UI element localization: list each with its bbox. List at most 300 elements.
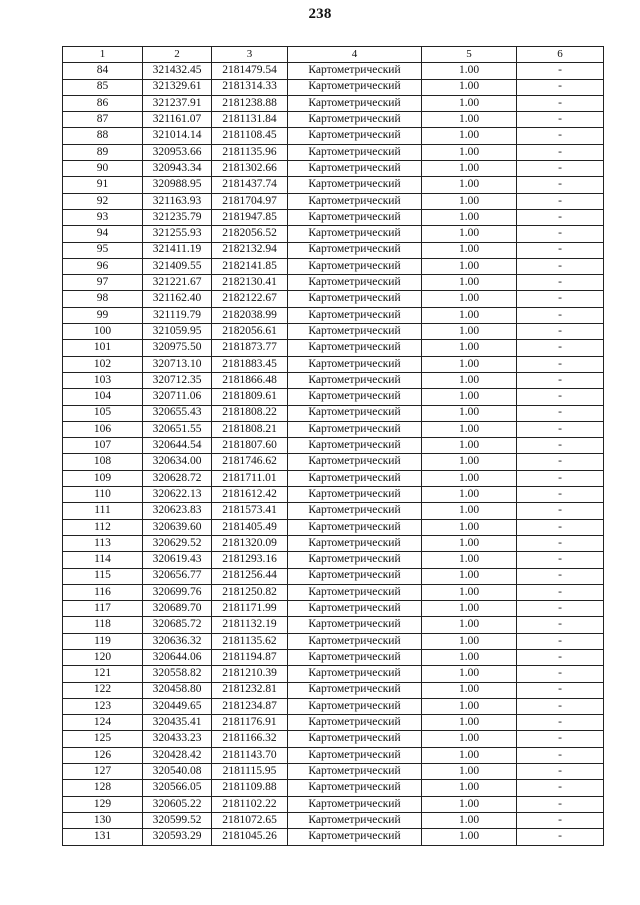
cell-y: 2181045.26 <box>212 829 288 845</box>
cell-description: - <box>517 242 604 258</box>
cell-y: 2181807.60 <box>212 438 288 454</box>
cell-y: 2181143.70 <box>212 747 288 763</box>
cell-method: Картометрический <box>288 291 422 307</box>
cell-accuracy: 1.00 <box>422 438 517 454</box>
cell-method: Картометрический <box>288 242 422 258</box>
cell-method: Картометрический <box>288 666 422 682</box>
cell-y: 2181808.21 <box>212 421 288 437</box>
cell-x: 320435.41 <box>143 715 212 731</box>
cell-point-number: 111 <box>63 503 143 519</box>
cell-x: 320458.80 <box>143 682 212 698</box>
table-row <box>63 405 604 421</box>
cell-description: - <box>517 535 604 551</box>
cell-method: Картометрический <box>288 601 422 617</box>
cell-x: 320619.43 <box>143 552 212 568</box>
cell-description: - <box>517 340 604 356</box>
cell-x: 320639.60 <box>143 519 212 535</box>
cell-y: 2181293.16 <box>212 552 288 568</box>
cell-accuracy: 1.00 <box>422 258 517 274</box>
table-row <box>63 796 604 812</box>
cell-x: 321432.45 <box>143 63 212 79</box>
cell-point-number: 119 <box>63 633 143 649</box>
cell-accuracy: 1.00 <box>422 829 517 845</box>
table-row <box>63 747 604 763</box>
cell-y: 2181132.19 <box>212 617 288 633</box>
table-row <box>63 812 604 828</box>
cell-point-number: 101 <box>63 340 143 356</box>
cell-x: 320599.52 <box>143 812 212 828</box>
cell-description: - <box>517 487 604 503</box>
cell-method: Картометрический <box>288 731 422 747</box>
cell-y: 2181194.87 <box>212 649 288 665</box>
cell-x: 320449.65 <box>143 698 212 714</box>
cell-x: 320685.72 <box>143 617 212 633</box>
table-row <box>63 584 604 600</box>
cell-y: 2182130.41 <box>212 275 288 291</box>
cell-y: 2182122.67 <box>212 291 288 307</box>
cell-method: Картометрический <box>288 161 422 177</box>
cell-method: Картометрический <box>288 796 422 812</box>
cell-accuracy: 1.00 <box>422 226 517 242</box>
cell-point-number: 98 <box>63 291 143 307</box>
cell-accuracy: 1.00 <box>422 209 517 225</box>
cell-y: 2181256.44 <box>212 568 288 584</box>
cell-point-number: 125 <box>63 731 143 747</box>
cell-accuracy: 1.00 <box>422 715 517 731</box>
cell-method: Картометрический <box>288 144 422 160</box>
table-row <box>63 112 604 128</box>
cell-y: 2181171.99 <box>212 601 288 617</box>
cell-y: 2181109.88 <box>212 780 288 796</box>
cell-point-number: 102 <box>63 356 143 372</box>
cell-y: 2181131.84 <box>212 112 288 128</box>
cell-method: Картометрический <box>288 649 422 665</box>
table-row <box>63 95 604 111</box>
cell-y: 2181166.32 <box>212 731 288 747</box>
cell-y: 2182056.61 <box>212 324 288 340</box>
cell-x: 320566.05 <box>143 780 212 796</box>
cell-x: 320655.43 <box>143 405 212 421</box>
cell-accuracy: 1.00 <box>422 519 517 535</box>
cell-description: - <box>517 698 604 714</box>
cell-accuracy: 1.00 <box>422 389 517 405</box>
cell-accuracy: 1.00 <box>422 584 517 600</box>
cell-x: 320713.10 <box>143 356 212 372</box>
cell-point-number: 106 <box>63 421 143 437</box>
cell-point-number: 87 <box>63 112 143 128</box>
cell-method: Картометрический <box>288 487 422 503</box>
cell-method: Картометрический <box>288 503 422 519</box>
cell-x: 321255.93 <box>143 226 212 242</box>
cell-x: 320699.76 <box>143 584 212 600</box>
cell-description: - <box>517 519 604 535</box>
table-row <box>63 617 604 633</box>
cell-description: - <box>517 796 604 812</box>
cell-point-number: 96 <box>63 258 143 274</box>
cell-accuracy: 1.00 <box>422 487 517 503</box>
cell-description: - <box>517 601 604 617</box>
cell-x: 321329.61 <box>143 79 212 95</box>
cell-y: 2181711.01 <box>212 470 288 486</box>
cell-accuracy: 1.00 <box>422 95 517 111</box>
cell-point-number: 93 <box>63 209 143 225</box>
cell-accuracy: 1.00 <box>422 307 517 323</box>
cell-x: 320988.95 <box>143 177 212 193</box>
cell-accuracy: 1.00 <box>422 405 517 421</box>
cell-x: 320605.22 <box>143 796 212 812</box>
cell-point-number: 117 <box>63 601 143 617</box>
cell-y: 2181234.87 <box>212 698 288 714</box>
cell-description: - <box>517 780 604 796</box>
cell-accuracy: 1.00 <box>422 552 517 568</box>
table-row <box>63 372 604 388</box>
cell-point-number: 84 <box>63 63 143 79</box>
table-row <box>63 764 604 780</box>
cell-accuracy: 1.00 <box>422 470 517 486</box>
cell-x: 321409.55 <box>143 258 212 274</box>
cell-point-number: 90 <box>63 161 143 177</box>
cell-y: 2181704.97 <box>212 193 288 209</box>
cell-y: 2181866.48 <box>212 372 288 388</box>
cell-x: 320540.08 <box>143 764 212 780</box>
cell-y: 2181072.65 <box>212 812 288 828</box>
header-cell-method: 4 <box>288 47 422 63</box>
cell-description: - <box>517 812 604 828</box>
table-row <box>63 487 604 503</box>
cell-x: 321119.79 <box>143 307 212 323</box>
cell-point-number: 126 <box>63 747 143 763</box>
table-row <box>63 177 604 193</box>
table-row <box>63 780 604 796</box>
cell-description: - <box>517 258 604 274</box>
cell-point-number: 122 <box>63 682 143 698</box>
cell-point-number: 97 <box>63 275 143 291</box>
cell-y: 2182141.85 <box>212 258 288 274</box>
cell-point-number: 91 <box>63 177 143 193</box>
cell-point-number: 128 <box>63 780 143 796</box>
cell-description: - <box>517 193 604 209</box>
table-row <box>63 454 604 470</box>
cell-x: 320711.06 <box>143 389 212 405</box>
cell-y: 2181573.41 <box>212 503 288 519</box>
cell-description: - <box>517 356 604 372</box>
cell-y: 2181232.81 <box>212 682 288 698</box>
cell-point-number: 116 <box>63 584 143 600</box>
cell-description: - <box>517 470 604 486</box>
coordinates-table <box>62 46 604 846</box>
cell-accuracy: 1.00 <box>422 535 517 551</box>
cell-y: 2181320.09 <box>212 535 288 551</box>
cell-point-number: 89 <box>63 144 143 160</box>
cell-description: - <box>517 764 604 780</box>
page-number: 238 <box>308 6 332 22</box>
cell-accuracy: 1.00 <box>422 242 517 258</box>
cell-accuracy: 1.00 <box>422 356 517 372</box>
cell-method: Картометрический <box>288 226 422 242</box>
cell-x: 320656.77 <box>143 568 212 584</box>
cell-method: Картометрический <box>288 372 422 388</box>
cell-method: Картометрический <box>288 633 422 649</box>
cell-description: - <box>517 731 604 747</box>
cell-accuracy: 1.00 <box>422 128 517 144</box>
cell-accuracy: 1.00 <box>422 764 517 780</box>
table-row <box>63 324 604 340</box>
cell-method: Картометрический <box>288 747 422 763</box>
cell-y: 2181809.61 <box>212 389 288 405</box>
cell-point-number: 114 <box>63 552 143 568</box>
cell-accuracy: 1.00 <box>422 340 517 356</box>
cell-accuracy: 1.00 <box>422 812 517 828</box>
cell-point-number: 99 <box>63 307 143 323</box>
cell-accuracy: 1.00 <box>422 63 517 79</box>
cell-point-number: 124 <box>63 715 143 731</box>
cell-description: - <box>517 389 604 405</box>
cell-point-number: 88 <box>63 128 143 144</box>
cell-point-number: 94 <box>63 226 143 242</box>
cell-description: - <box>517 633 604 649</box>
table-row <box>63 258 604 274</box>
cell-method: Картометрический <box>288 112 422 128</box>
cell-method: Картометрический <box>288 209 422 225</box>
cell-accuracy: 1.00 <box>422 161 517 177</box>
cell-accuracy: 1.00 <box>422 633 517 649</box>
table-row <box>63 79 604 95</box>
cell-accuracy: 1.00 <box>422 568 517 584</box>
cell-point-number: 95 <box>63 242 143 258</box>
cell-method: Картометрический <box>288 764 422 780</box>
cell-x: 320634.00 <box>143 454 212 470</box>
cell-accuracy: 1.00 <box>422 747 517 763</box>
cell-x: 321221.67 <box>143 275 212 291</box>
cell-method: Картометрический <box>288 568 422 584</box>
cell-description: - <box>517 421 604 437</box>
cell-y: 2181873.77 <box>212 340 288 356</box>
cell-description: - <box>517 747 604 763</box>
cell-point-number: 100 <box>63 324 143 340</box>
cell-y: 2181405.49 <box>212 519 288 535</box>
cell-point-number: 112 <box>63 519 143 535</box>
table-row <box>63 731 604 747</box>
cell-accuracy: 1.00 <box>422 275 517 291</box>
header-row <box>63 47 604 63</box>
cell-x: 320622.13 <box>143 487 212 503</box>
cell-method: Картометрический <box>288 470 422 486</box>
table-row <box>63 698 604 714</box>
cell-y: 2181314.33 <box>212 79 288 95</box>
cell-description: - <box>517 275 604 291</box>
cell-y: 2181102.22 <box>212 796 288 812</box>
cell-accuracy: 1.00 <box>422 112 517 128</box>
cell-x: 320975.50 <box>143 340 212 356</box>
cell-x: 320644.06 <box>143 649 212 665</box>
table-row <box>63 715 604 731</box>
cell-description: - <box>517 95 604 111</box>
cell-point-number: 129 <box>63 796 143 812</box>
cell-y: 2181210.39 <box>212 666 288 682</box>
header-cell-description: 6 <box>517 47 604 63</box>
cell-description: - <box>517 617 604 633</box>
cell-description: - <box>517 649 604 665</box>
cell-description: - <box>517 177 604 193</box>
cell-description: - <box>517 209 604 225</box>
table-row <box>63 340 604 356</box>
table-row <box>63 552 604 568</box>
cell-method: Картометрический <box>288 829 422 845</box>
cell-point-number: 120 <box>63 649 143 665</box>
table-row <box>63 193 604 209</box>
cell-method: Картометрический <box>288 780 422 796</box>
cell-accuracy: 1.00 <box>422 503 517 519</box>
table-body <box>63 63 604 845</box>
cell-method: Картометрический <box>288 421 422 437</box>
cell-description: - <box>517 128 604 144</box>
cell-method: Картометрический <box>288 389 422 405</box>
cell-description: - <box>517 79 604 95</box>
table-row <box>63 144 604 160</box>
table-row <box>63 128 604 144</box>
cell-x: 320689.70 <box>143 601 212 617</box>
header-cell-x: 2 <box>143 47 212 63</box>
cell-accuracy: 1.00 <box>422 780 517 796</box>
table-row <box>63 568 604 584</box>
table-row <box>63 63 604 79</box>
cell-y: 2181238.88 <box>212 95 288 111</box>
cell-accuracy: 1.00 <box>422 796 517 812</box>
table-row <box>63 829 604 845</box>
cell-x: 321163.93 <box>143 193 212 209</box>
table-row <box>63 226 604 242</box>
cell-y: 2181612.42 <box>212 487 288 503</box>
cell-x: 320593.29 <box>143 829 212 845</box>
cell-description: - <box>517 438 604 454</box>
cell-y: 2181746.62 <box>212 454 288 470</box>
cell-point-number: 108 <box>63 454 143 470</box>
cell-y: 2181135.62 <box>212 633 288 649</box>
cell-y: 2181808.22 <box>212 405 288 421</box>
cell-point-number: 123 <box>63 698 143 714</box>
cell-point-number: 86 <box>63 95 143 111</box>
cell-accuracy: 1.00 <box>422 324 517 340</box>
cell-x: 321162.40 <box>143 291 212 307</box>
cell-description: - <box>517 405 604 421</box>
cell-method: Картометрический <box>288 552 422 568</box>
cell-point-number: 130 <box>63 812 143 828</box>
cell-x: 320712.35 <box>143 372 212 388</box>
cell-y: 2181250.82 <box>212 584 288 600</box>
cell-description: - <box>517 568 604 584</box>
cell-point-number: 121 <box>63 666 143 682</box>
header-cell-point-number: 1 <box>63 47 143 63</box>
cell-accuracy: 1.00 <box>422 421 517 437</box>
cell-description: - <box>517 161 604 177</box>
cell-method: Картометрический <box>288 405 422 421</box>
cell-accuracy: 1.00 <box>422 666 517 682</box>
cell-description: - <box>517 666 604 682</box>
cell-x: 320943.34 <box>143 161 212 177</box>
cell-point-number: 107 <box>63 438 143 454</box>
cell-description: - <box>517 503 604 519</box>
cell-y: 2182132.94 <box>212 242 288 258</box>
cell-method: Картометрический <box>288 128 422 144</box>
cell-point-number: 104 <box>63 389 143 405</box>
cell-y: 2181479.54 <box>212 63 288 79</box>
cell-y: 2181135.96 <box>212 144 288 160</box>
cell-accuracy: 1.00 <box>422 617 517 633</box>
cell-point-number: 109 <box>63 470 143 486</box>
table-row <box>63 161 604 177</box>
cell-accuracy: 1.00 <box>422 454 517 470</box>
cell-x: 321235.79 <box>143 209 212 225</box>
table-row <box>63 535 604 551</box>
header-cell-y: 3 <box>212 47 288 63</box>
cell-method: Картометрический <box>288 79 422 95</box>
cell-y: 2181883.45 <box>212 356 288 372</box>
cell-method: Картометрический <box>288 584 422 600</box>
cell-method: Картометрический <box>288 356 422 372</box>
cell-y: 2181947.85 <box>212 209 288 225</box>
cell-accuracy: 1.00 <box>422 144 517 160</box>
cell-x: 320953.66 <box>143 144 212 160</box>
table-header <box>63 47 604 63</box>
cell-point-number: 110 <box>63 487 143 503</box>
cell-accuracy: 1.00 <box>422 193 517 209</box>
table-row <box>63 291 604 307</box>
cell-point-number: 105 <box>63 405 143 421</box>
table-row <box>63 421 604 437</box>
cell-x: 321237.91 <box>143 95 212 111</box>
table-row <box>63 209 604 225</box>
cell-method: Картометрический <box>288 63 422 79</box>
cell-description: - <box>517 682 604 698</box>
cell-description: - <box>517 715 604 731</box>
cell-method: Картометрический <box>288 454 422 470</box>
cell-description: - <box>517 324 604 340</box>
cell-method: Картометрический <box>288 438 422 454</box>
cell-description: - <box>517 307 604 323</box>
cell-method: Картометрический <box>288 193 422 209</box>
cell-method: Картометрический <box>288 682 422 698</box>
cell-accuracy: 1.00 <box>422 682 517 698</box>
cell-x: 320628.72 <box>143 470 212 486</box>
cell-description: - <box>517 584 604 600</box>
cell-method: Картометрический <box>288 258 422 274</box>
cell-description: - <box>517 226 604 242</box>
table-row <box>63 633 604 649</box>
cell-description: - <box>517 552 604 568</box>
table-row <box>63 682 604 698</box>
table-row <box>63 307 604 323</box>
cell-accuracy: 1.00 <box>422 601 517 617</box>
cell-accuracy: 1.00 <box>422 79 517 95</box>
cell-method: Картометрический <box>288 519 422 535</box>
cell-accuracy: 1.00 <box>422 649 517 665</box>
cell-y: 2181108.45 <box>212 128 288 144</box>
cell-point-number: 85 <box>63 79 143 95</box>
table-row <box>63 470 604 486</box>
cell-point-number: 103 <box>63 372 143 388</box>
cell-point-number: 131 <box>63 829 143 845</box>
cell-accuracy: 1.00 <box>422 372 517 388</box>
cell-y: 2182056.52 <box>212 226 288 242</box>
cell-point-number: 115 <box>63 568 143 584</box>
cell-x: 320623.83 <box>143 503 212 519</box>
cell-x: 321411.19 <box>143 242 212 258</box>
table-row <box>63 601 604 617</box>
header-cell-accuracy: 5 <box>422 47 517 63</box>
cell-y: 2182038.99 <box>212 307 288 323</box>
cell-description: - <box>517 454 604 470</box>
cell-method: Картометрический <box>288 340 422 356</box>
